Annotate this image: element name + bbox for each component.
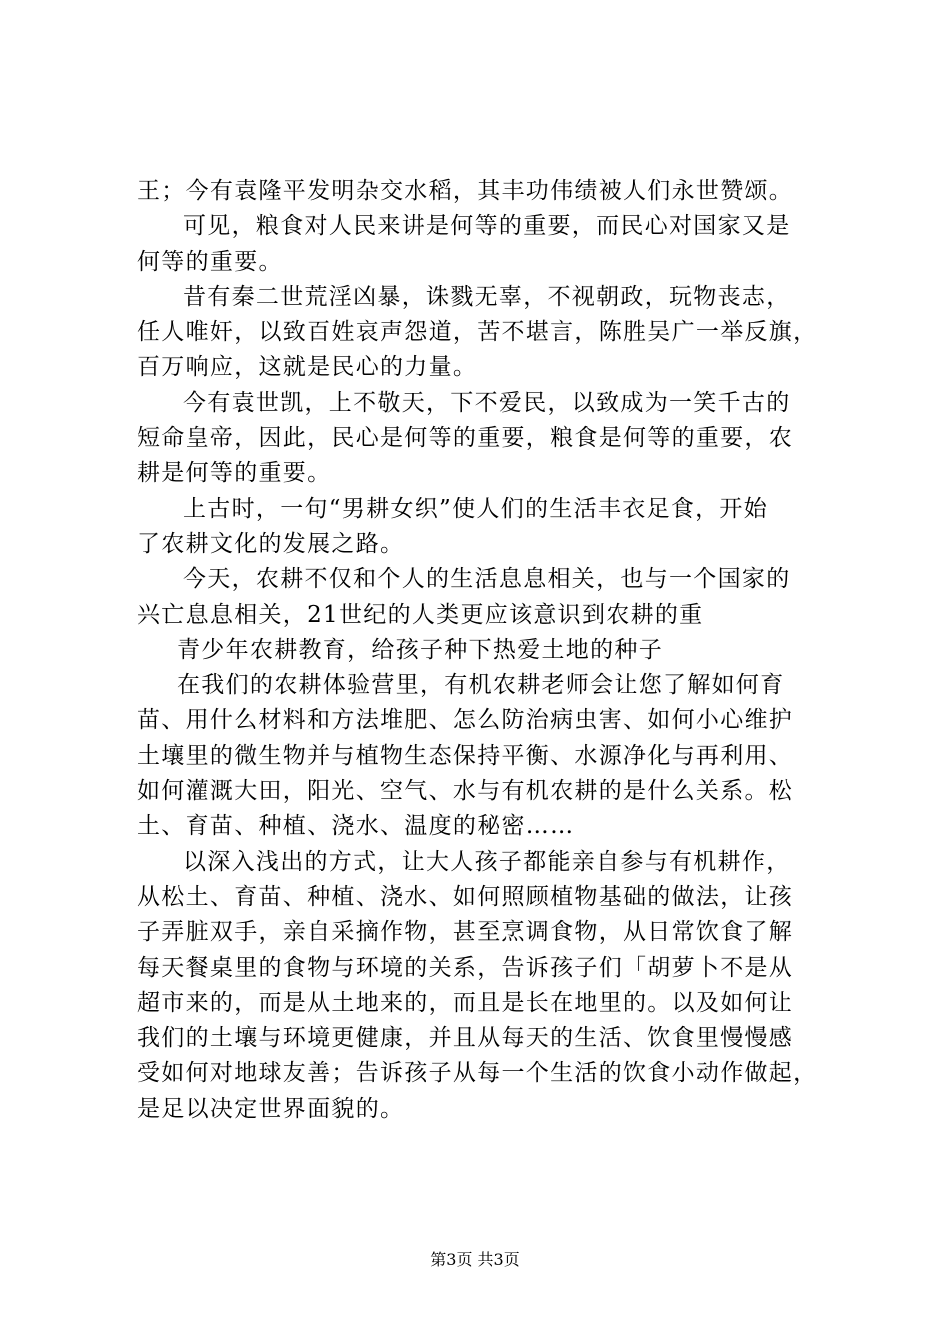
paragraph-first-line: 以深入浅出的方式，让大人孩子都能亲自参与有机耕作， [183,848,791,875]
text-line: 任人唯奸，以致百姓哀声怨道，苦不堪言，陈胜吴广一举反旗， [137,319,818,346]
text-line: 从松土、育苗、种植、浇水、如何照顾植物基础的做法，让孩 [137,883,794,910]
text-line: 王；今有袁隆平发明杂交水稻，其丰功伟绩被人们永世赞颂。 [137,178,794,204]
text-line: 短命皇帝，因此，民心是何等的重要，粮食是何等的重要，农 [137,425,794,452]
text-line: 何等的重要。 [137,248,283,275]
page-footer: 第3页 共3页 [430,1250,520,1269]
text-line: 了农耕文化的发展之路。 [137,530,405,557]
section-heading: 青少年农耕教育，给孩子种下热爱土地的种子 [177,636,663,663]
text-line: 每天餐桌里的食物与环境的关系，告诉孩子们「胡萝卜不是从 [137,954,794,981]
text-line: 耕是何等的重要。 [137,460,332,487]
text-line: 是足以决定世界面貌的。 [137,1095,405,1122]
paragraph-first-line: 可见，粮食对人民来讲是何等的重要，而民心对国家又是 [183,213,791,240]
text-line: 百万响应，这就是民心的力量。 [137,354,478,381]
text-line: 土壤里的微生物并与植物生态保持平衡、水源净化与再利用、 [137,742,794,769]
paragraph-first-line: 昔有秦二世荒淫凶暴，诛戮无辜，不视朝政，玩物丧志， [183,283,791,310]
text-line: 超市来的，而是从土地来的，而且是长在地里的。以及如何让 [137,989,794,1016]
text-line: 受如何对地球友善；告诉孩子从每一个生活的饮食小动作做起， [137,1060,818,1087]
text-line: 兴亡息息相关，21世纪的人类更应该意识到农耕的重 [137,601,704,628]
text-line: 我们的土壤与环境更健康，并且从每天的生活、饮食里慢慢感 [137,1025,794,1052]
text-line: 苗、用什么材料和方法堆肥、怎么防治病虫害、如何小心维护 [137,707,794,734]
paragraph-first-line: 在我们的农耕体验营里，有机农耕老师会让您了解如何育 [177,672,785,699]
body-text [137,174,837,1127]
paragraph-first-line: 今有袁世凯，上不敬天，下不爱民，以致成为一笑千古的 [183,389,791,416]
paragraph-first-line: 今天，农耕不仅和个人的生活息息相关，也与一个国家的 [183,566,791,593]
text-line: 土、育苗、种植、浇水、温度的秘密…… [137,813,575,840]
text-line: 如何灌溉大田，阳光、空气、水与有机农耕的是什么关系。松 [137,778,794,805]
paragraph-first-line: 上古时，一句“男耕女织”使人们的生活丰衣足食，开始 [183,495,769,522]
text-line: 子弄脏双手，亲自采摘作物，甚至烹调食物，从日常饮食了解 [137,919,794,946]
